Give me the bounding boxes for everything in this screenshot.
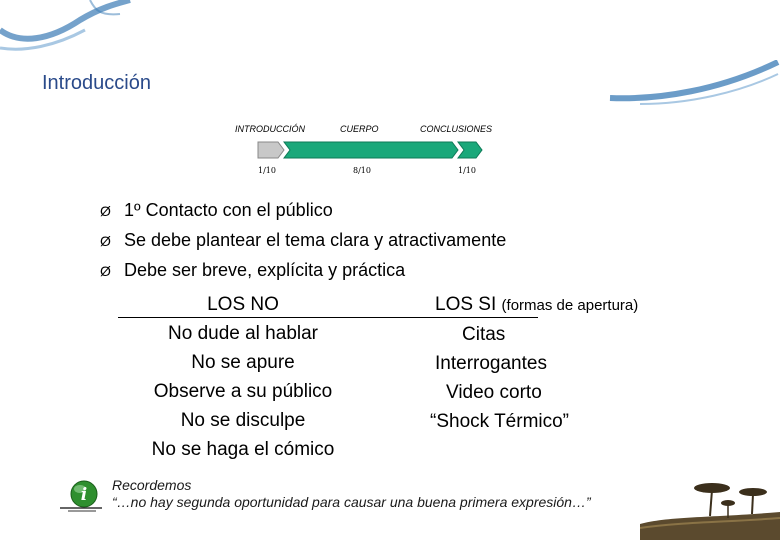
decorative-swoosh-right [600,60,780,110]
timeline-arrow-cuerpo [284,142,458,158]
bullet-arrow-icon: Ø [100,203,111,219]
timeline-arrows [256,140,516,160]
timeline-label-cuerpo: CUERPO [340,124,379,134]
bullet-text: 1º Contacto con el público [124,200,333,220]
bullet-arrow-icon: Ø [100,233,111,249]
column-header-los-si: LOS SI [435,294,497,315]
timeline-fraction-introduccion: 1/10 [258,166,276,175]
timeline-fraction-cuerpo: 8/10 [353,166,371,175]
note-title: Recordemos [112,477,192,493]
list-item: Citas [462,324,506,345]
timeline-label-introduccion: INTRODUCCIÓN [235,124,305,134]
svg-text:i: i [80,485,88,505]
list-item: Interrogantes [435,353,547,374]
bullet-list [100,196,506,286]
bullet-text: Se debe plantear el tema clara y atractivamente [124,230,507,250]
column-header-subtitle: (formas de apertura) [501,297,639,314]
timeline-arrow-conclusiones [458,142,482,158]
page-title: Introducción [42,72,151,94]
list-item: No se apure [191,352,295,373]
note-quote: “…no hay segunda oportunidad para causar una buena primera expresión…” [112,494,591,510]
decorative-swoosh-top [0,0,140,60]
timeline-arrow-introduccion [258,142,284,158]
column-los-no [118,290,368,464]
reminder-note [112,477,591,511]
timeline-fraction-conclusiones: 1/10 [458,166,476,175]
bullet-item [100,226,506,256]
page-number: 83 [692,503,703,513]
list-item: No dude al hablar [168,323,318,344]
list-item: Video corto [446,382,542,403]
column-los-si [420,290,700,436]
list-item: No se haga el cómico [151,439,335,460]
list-item: No se disculpe [180,410,306,431]
column-header-los-no: LOS NO [207,294,279,315]
timeline-label-conclusiones: CONCLUSIONES [420,124,493,134]
timeline [230,118,520,178]
list-item: Observe a su público [153,381,333,402]
bullet-item [100,256,506,286]
bullet-text: Debe ser breve, explícita y práctica [124,260,406,280]
bullet-item [100,196,506,226]
column-header-los-si-row [420,290,700,320]
list-item: “Shock Térmico” [430,411,570,432]
savanna-decoration [640,468,780,540]
info-icon [58,472,106,512]
bullet-arrow-icon: Ø [100,263,111,279]
